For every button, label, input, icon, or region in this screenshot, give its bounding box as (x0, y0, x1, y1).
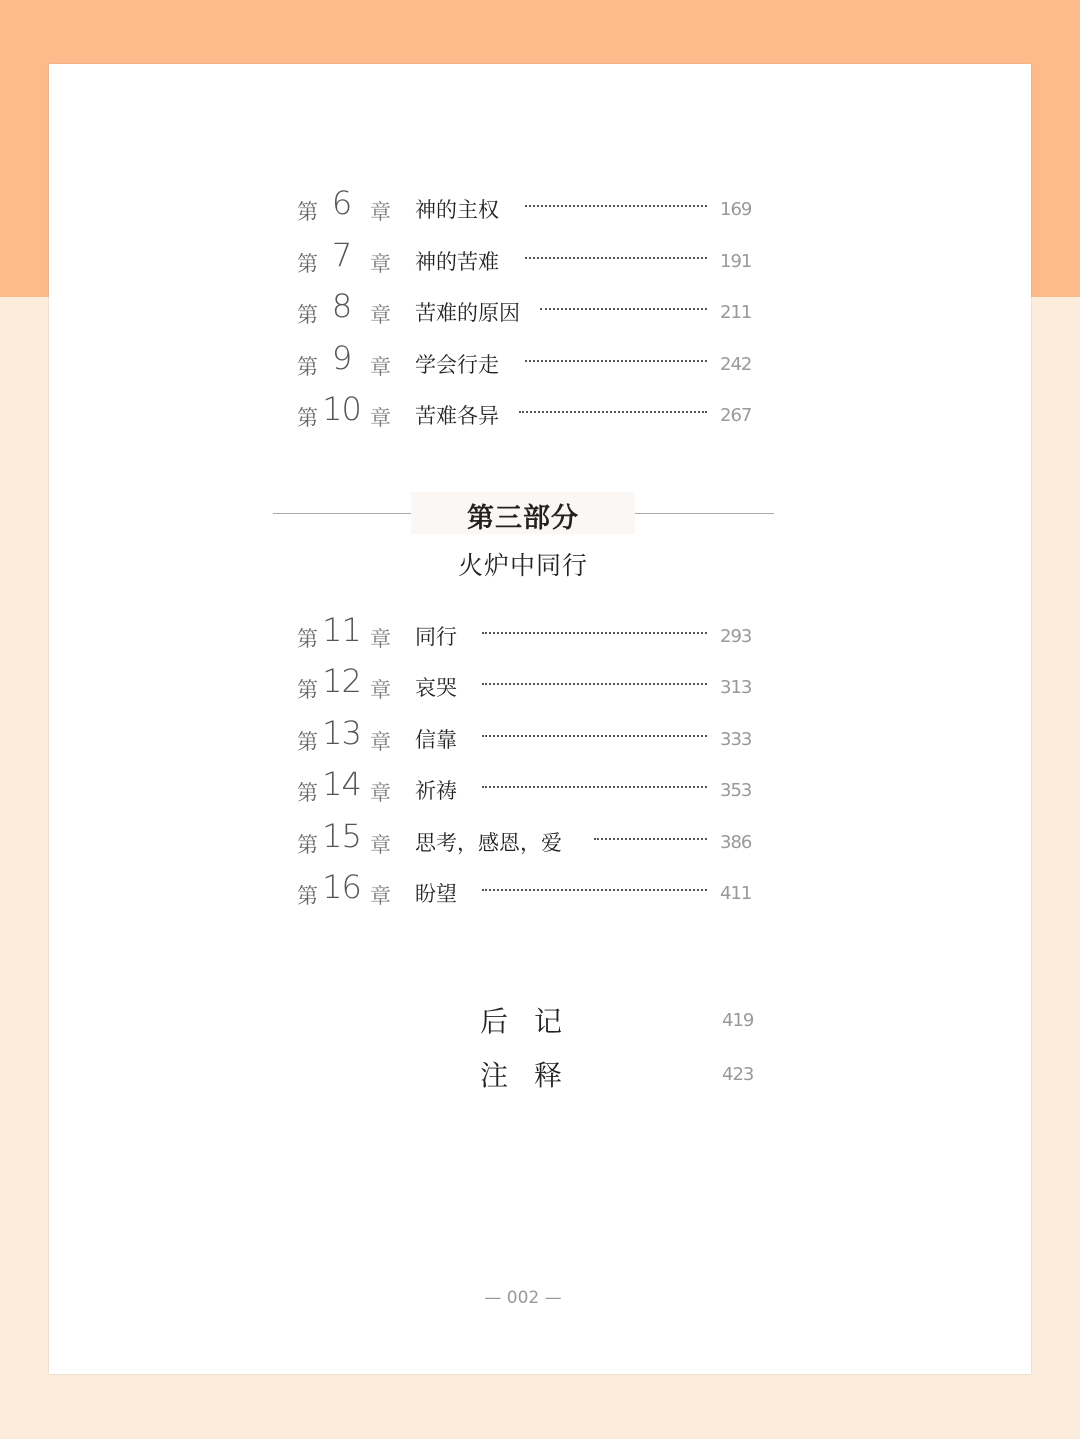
chapter-suffix: 章 (370, 730, 391, 754)
part-divider-right (635, 513, 774, 514)
toc-entry-chapter-8[interactable] (297, 287, 757, 333)
page-number: 353 (720, 780, 752, 801)
chapter-title: 盼望 (415, 882, 457, 906)
page-folio: — 002 — (484, 1288, 562, 1308)
chapter-suffix: 章 (370, 252, 391, 276)
chapter-title: 信靠 (415, 728, 457, 752)
end-matter-title: 后记 (480, 1005, 589, 1038)
chapter-suffix: 章 (370, 355, 391, 379)
chapter-prefix: 第 (297, 678, 318, 702)
toc-entry-afterword[interactable] (480, 1000, 760, 1040)
end-matter-title: 注释 (480, 1059, 589, 1092)
toc-entry-chapter-14[interactable] (297, 765, 757, 811)
page-number: 191 (720, 251, 752, 272)
leader-dots (482, 786, 707, 788)
chapter-number: 9 (331, 339, 352, 377)
chapter-title: 同行 (415, 625, 457, 649)
chapter-title: 祈祷 (415, 779, 457, 803)
chapter-number: 15 (322, 817, 361, 855)
chapter-title: 苦难的原因 (415, 301, 520, 325)
page-number: 411 (720, 883, 752, 904)
leader-dots (482, 735, 707, 737)
chapter-number: 11 (322, 611, 361, 649)
leader-dots (540, 308, 707, 310)
toc-entry-chapter-7[interactable] (297, 236, 757, 282)
page-number: 386 (720, 832, 752, 853)
chapter-number: 6 (331, 184, 352, 222)
chapter-suffix: 章 (370, 627, 391, 651)
chapter-number: 16 (322, 868, 361, 906)
chapter-suffix: 章 (370, 406, 391, 430)
chapter-prefix: 第 (297, 355, 318, 379)
chapter-prefix: 第 (297, 730, 318, 754)
leader-dots (525, 360, 707, 362)
part-divider-left (273, 513, 411, 514)
chapter-number: 8 (331, 287, 352, 325)
page-number: 267 (720, 405, 752, 426)
toc-entry-chapter-15[interactable] (297, 817, 757, 863)
chapter-number: 12 (322, 662, 361, 700)
toc-entry-chapter-9[interactable] (297, 339, 757, 385)
chapter-title: 苦难各异 (415, 404, 499, 428)
chapter-title: 神的苦难 (415, 250, 499, 274)
toc-entry-chapter-13[interactable] (297, 714, 757, 760)
page-number: 211 (720, 302, 752, 323)
chapter-prefix: 第 (297, 303, 318, 327)
page-number: 242 (720, 354, 752, 375)
chapter-suffix: 章 (370, 884, 391, 908)
page-number: 423 (722, 1064, 754, 1085)
chapter-number: 10 (322, 390, 361, 428)
chapter-number: 14 (322, 765, 361, 803)
chapter-title: 思考，感恩，爱 (415, 831, 562, 855)
part-subtitle: 火炉中同行 (457, 551, 588, 580)
leader-dots (519, 411, 707, 413)
chapter-prefix: 第 (297, 833, 318, 857)
chapter-title: 哀哭 (415, 676, 457, 700)
toc-entry-chapter-12[interactable] (297, 662, 757, 708)
part-label: 第三部分 (467, 503, 579, 534)
toc-entry-chapter-6[interactable] (297, 184, 757, 230)
chapter-suffix: 章 (370, 833, 391, 857)
toc-entry-chapter-11[interactable] (297, 611, 757, 657)
chapter-number: 13 (322, 714, 361, 752)
leader-dots (482, 632, 707, 634)
leader-dots (482, 683, 707, 685)
page-number: 313 (720, 677, 752, 698)
toc-entry-chapter-10[interactable] (297, 390, 757, 436)
leader-dots (525, 257, 707, 259)
page-number: 169 (720, 199, 752, 220)
chapter-title: 神的主权 (415, 198, 499, 222)
chapter-prefix: 第 (297, 252, 318, 276)
leader-dots (594, 838, 707, 840)
page-number: 419 (722, 1010, 754, 1031)
page-number: 333 (720, 729, 752, 750)
leader-dots (525, 205, 707, 207)
chapter-prefix: 第 (297, 781, 318, 805)
page-number: 293 (720, 626, 752, 647)
chapter-prefix: 第 (297, 627, 318, 651)
toc-entry-chapter-16[interactable] (297, 868, 757, 914)
chapter-suffix: 章 (370, 200, 391, 224)
chapter-prefix: 第 (297, 406, 318, 430)
toc-entry-notes[interactable] (480, 1054, 760, 1094)
chapter-number: 7 (331, 236, 352, 274)
chapter-suffix: 章 (370, 781, 391, 805)
chapter-prefix: 第 (297, 884, 318, 908)
chapter-suffix: 章 (370, 303, 391, 327)
chapter-suffix: 章 (370, 678, 391, 702)
chapter-title: 学会行走 (415, 353, 499, 377)
chapter-prefix: 第 (297, 200, 318, 224)
leader-dots (482, 889, 707, 891)
